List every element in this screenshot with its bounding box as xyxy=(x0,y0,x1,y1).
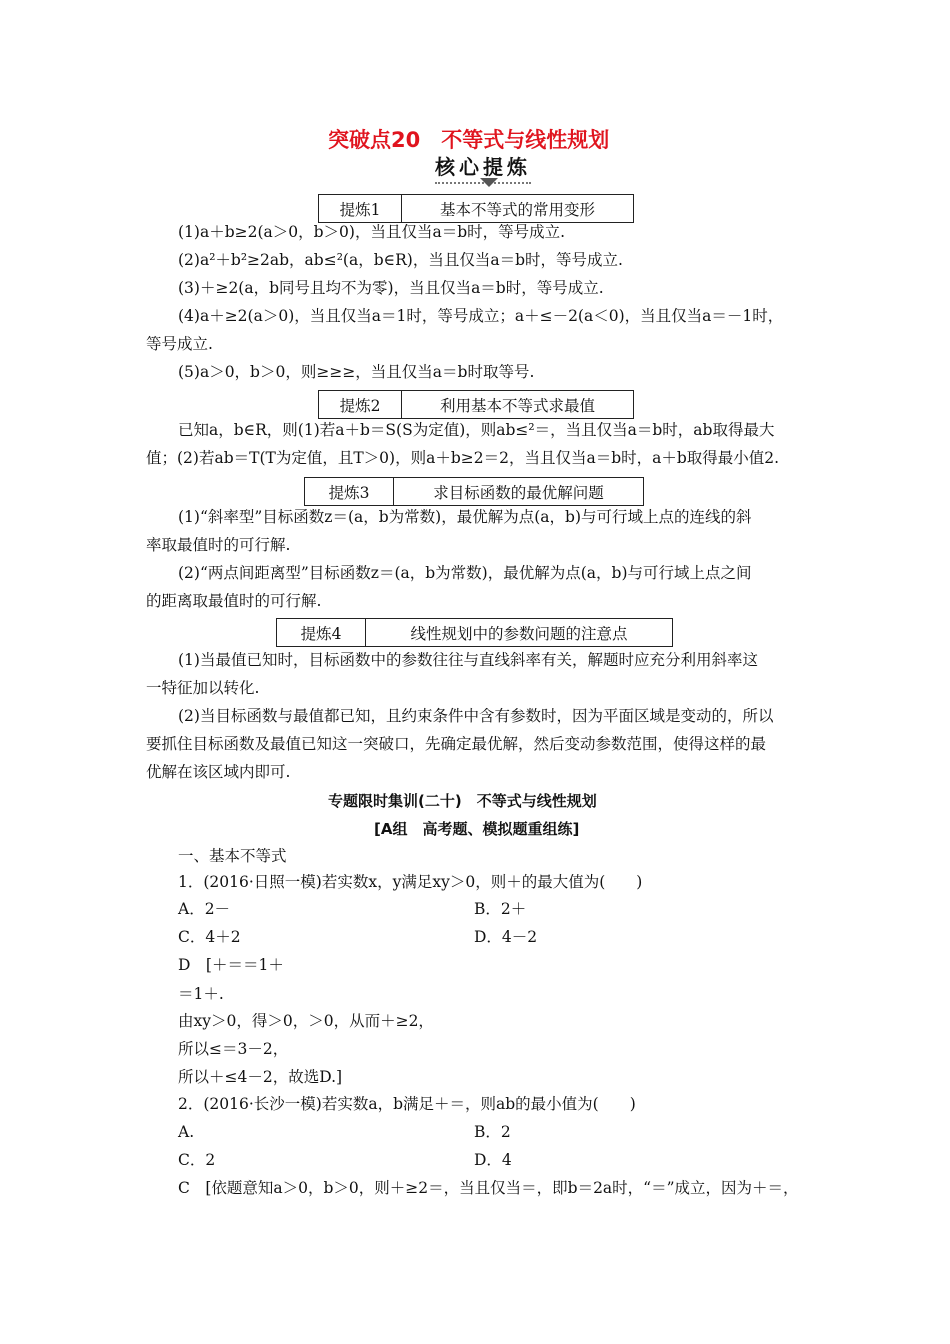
page-title: 突破点20 不等式与线性规划 xyxy=(328,128,610,152)
tilian-box-3 xyxy=(304,477,644,506)
text-line: (2)a²＋b²≥2ab，ab≤²(a，b∈R)，当且仅当a＝b时，等号成立. xyxy=(178,251,623,269)
solution-line: C [依题意知a＞0，b＞0，则＋≥2＝，当且仅当＝，即b＝2a时，“＝”成立，因为＋＝， xyxy=(178,1179,799,1197)
tilian-box-4 xyxy=(276,618,673,647)
text-line: 要抓住目标函数及最值已知这一突破口，先确定最优解，然后变动参数范围，使得这样的最 xyxy=(146,735,767,753)
option-a: A. xyxy=(178,1123,195,1141)
text-line: 值；(2)若ab＝T(T为定值，且T＞0)，则a＋b≥2＝2，当且仅当a＝b时，a＋b取得最小值2. xyxy=(146,449,780,467)
text-line: (3)＋≥2(a，b同号且均不为零)，当且仅当a＝b时，等号成立. xyxy=(178,279,604,297)
tilian-topic: 利用基本不等式求最值 xyxy=(439,396,595,415)
text-line: 一特征加以转化. xyxy=(146,679,260,697)
text-line: (1)“斜率型”目标函数z＝(a，b为常数)，最优解为点(a，b)与可行域上点的连线的斜 xyxy=(178,508,752,526)
option-d: D．4－2 xyxy=(474,928,538,946)
text-line: (1)当最值已知时，目标函数中的参数往往与直线斜率有关，解题时应充分利用斜率这 xyxy=(178,651,758,669)
tilian-tag: 提炼2 xyxy=(319,391,402,418)
tilian-tag: 提炼3 xyxy=(305,478,394,505)
text-line: 已知a，b∈R，则(1)若a＋b＝S(S为定值)，则ab≤²＝，当且仅当a＝b时，ab取得最大 xyxy=(178,421,775,439)
text-line: 等号成立. xyxy=(146,335,213,353)
solution-line: 由xy＞0，得＞0，＞0，从而＋≥2， xyxy=(178,1012,434,1030)
section-subtitle: 核心提炼 xyxy=(435,151,531,184)
text-line: (4)a＋≥2(a＞0)，当且仅当a＝1时，等号成立；a＋≤－2(a＜0)，当且仅当a＝－1时， xyxy=(178,307,784,325)
tilian-box-2 xyxy=(318,390,634,419)
option-b: B．2 xyxy=(474,1123,511,1141)
text-line: (1)a＋b≥2(a＞0，b＞0)，当且仅当a＝b时，等号成立. xyxy=(178,223,566,241)
option-c: C．2 xyxy=(178,1151,216,1169)
down-triangle-icon xyxy=(480,178,498,187)
tilian-topic: 线性规划中的参数问题的注意点 xyxy=(410,624,628,643)
section-title: 专题限时集训(二十) 不等式与线性规划 xyxy=(328,792,597,810)
solution-line: D [＋＝＝1＋ xyxy=(178,956,284,974)
tilian-tag: 提炼4 xyxy=(277,619,366,646)
solution-line: 所以≤＝3－2， xyxy=(178,1040,289,1058)
text-line: 的距离取最值时的可行解. xyxy=(146,592,322,610)
text-line: 率取最值时的可行解. xyxy=(146,536,291,554)
question-stem: 1．(2016·日照一模)若实数x，y满足xy＞0，则＋的最大值为( ) xyxy=(178,873,643,891)
group-title: [A组 高考题、模拟题重组练] xyxy=(374,820,580,838)
text-line: (5)a＞0，b＞0，则≥≥≥，当且仅当a＝b时取等号. xyxy=(178,363,535,381)
text-line: 优解在该区域内即可. xyxy=(146,763,291,781)
option-a: A．2－ xyxy=(178,900,231,918)
text-line: (2)当目标函数与最值都已知，且约束条件中含有参数时，因为平面区域是变动的，所以 xyxy=(178,707,774,725)
tilian-box-1 xyxy=(318,194,634,223)
option-d: D．4 xyxy=(474,1151,512,1169)
part-title: 一、基本不等式 xyxy=(178,847,287,865)
tilian-topic: 求目标函数的最优解问题 xyxy=(433,483,604,502)
option-c: C．4＋2 xyxy=(178,928,241,946)
tilian-topic: 基本不等式的常用变形 xyxy=(439,200,595,219)
solution-line: 所以＋≤4－2，故选D.] xyxy=(178,1068,343,1086)
tilian-tag: 提炼1 xyxy=(319,195,402,222)
question-stem: 2．(2016·长沙一模)若实数a，b满足＋＝，则ab的最小值为( ) xyxy=(178,1095,636,1113)
option-b: B．2＋ xyxy=(474,900,527,918)
solution-line: ＝1＋. xyxy=(178,985,224,1003)
text-line: (2)“两点间距离型”目标函数z＝(a，b为常数)，最优解为点(a，b)与可行域上点之间 xyxy=(178,564,752,582)
